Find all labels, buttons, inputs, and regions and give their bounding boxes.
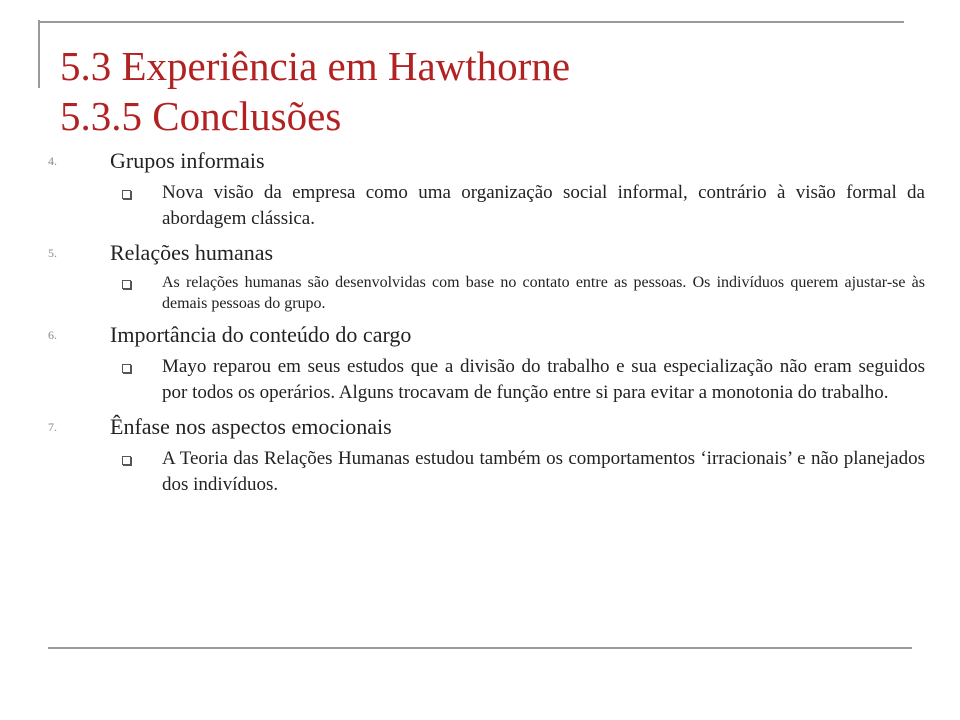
sub-bullet-text: Mayo reparou em seus estudos que a divisão do trabalho e sua especialização não eram seguidos por todos os operários. Alguns trocavam de função entre si para evitar a monotonia do trabalho. <box>162 356 925 403</box>
list-item-importancia-conteudo <box>0 320 960 406</box>
sub-bullet <box>162 180 925 232</box>
list-item-relacoes-humanas <box>0 238 960 314</box>
item-number: 6. <box>48 328 57 342</box>
sub-bullet <box>162 446 925 498</box>
title-line-1: 5.3 Experiência em Hawthorne <box>60 43 571 89</box>
list-item-grupos-informais <box>0 146 960 232</box>
title-line-2: 5.3.5 Conclusões <box>60 93 342 139</box>
sub-bullet-text: A Teoria das Relações Humanas estudou também os comportamentos ‘irracionais’ e não planejados dos indivíduos. <box>162 448 925 495</box>
item-heading: Relações humanas <box>110 240 274 265</box>
square-bullet-icon <box>122 280 131 289</box>
item-heading: Ênfase nos aspectos emocionais <box>110 414 392 439</box>
square-bullet-icon <box>122 456 131 465</box>
sub-bullet <box>162 354 925 406</box>
slide-title <box>60 41 920 141</box>
item-number: 5. <box>48 246 57 260</box>
list-item-enfase-emocionais <box>0 412 960 498</box>
square-bullet-icon <box>122 364 131 373</box>
item-heading: Importância do conteúdo do cargo <box>110 322 412 347</box>
sub-bullet <box>162 272 925 314</box>
sub-bullet-text: As relações humanas são desenvolvidas com base no contato entre as pessoas. Os indivíduos querem ajustar-se às demais pessoas do grupo. <box>162 274 925 312</box>
left-accent-line <box>38 20 40 88</box>
slide-content <box>0 146 960 504</box>
top-divider <box>38 21 904 23</box>
square-bullet-icon <box>122 190 131 199</box>
item-number: 4. <box>48 154 57 168</box>
item-heading: Grupos informais <box>110 148 265 173</box>
bottom-divider <box>48 647 912 649</box>
item-number: 7. <box>48 420 57 434</box>
sub-bullet-text: Nova visão da empresa como uma organização social informal, contrário à visão formal da abordagem clássica. <box>162 182 925 229</box>
